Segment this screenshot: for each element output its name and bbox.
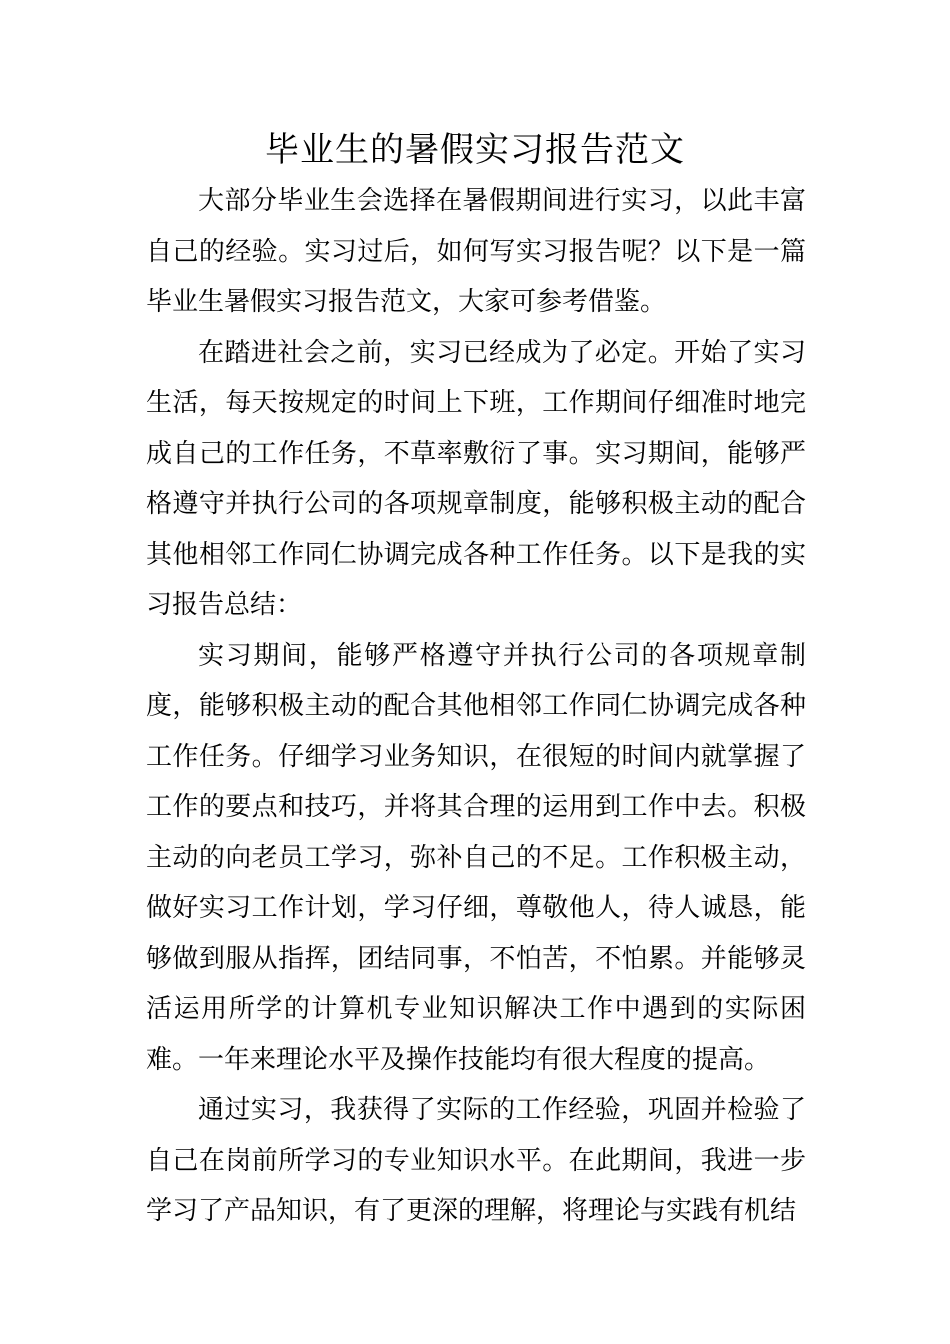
paragraph-before-society: 在踏进社会之前，实习已经成为了必定。开始了实习生活，每天按规定的时间上下班，工作期间仔细准时地完成自己的工作任务，不草率敷衍了事。实习期间，能够严格遵守并执行公司的各项规章制度，能够积极主动的配合其他相邻工作同仁协调完成各种工作任务。以下是我的实习报告总结： bbox=[146, 337, 806, 620]
paragraph-intro: 大部分毕业生会选择在暑假期间进行实习，以此丰富自己的经验。实习过后，如何写实习报告呢？以下是一篇毕业生暑假实习报告范文，大家可参考借鉴。 bbox=[146, 186, 806, 317]
paragraph-internship-period: 实习期间，能够严格遵守并执行公司的各项规章制度，能够积极主动的配合其他相邻工作同仁协调完成各种工作任务。仔细学习业务知识，在很短的时间内就掌握了工作的要点和技巧，并将其合理的运用到工作中去。积极主动的向老员工学习，弥补自己的不足。工作积极主动，做好实习工作计划，学习仔细，尊敬他人，待人诚恳，能够做到服从指挥，团结同事，不怕苦，不怕累。并能够灵活运用所学的计算机专业知识解决工作中遇到的实际困难。一年来理论水平及操作技能均有很大程度的提高。 bbox=[146, 640, 806, 1075]
paragraph-through-internship: 通过实习，我获得了实际的工作经验，巩固并检验了自己在岗前所学习的专业知识水平。在此期间，我进一步学习了产品知识，有了更深的理解，将理论与实践有机结 bbox=[146, 1095, 806, 1226]
document-body bbox=[146, 176, 806, 1237]
document-title: 毕业生的暑假实习报告范文 bbox=[265, 130, 685, 170]
